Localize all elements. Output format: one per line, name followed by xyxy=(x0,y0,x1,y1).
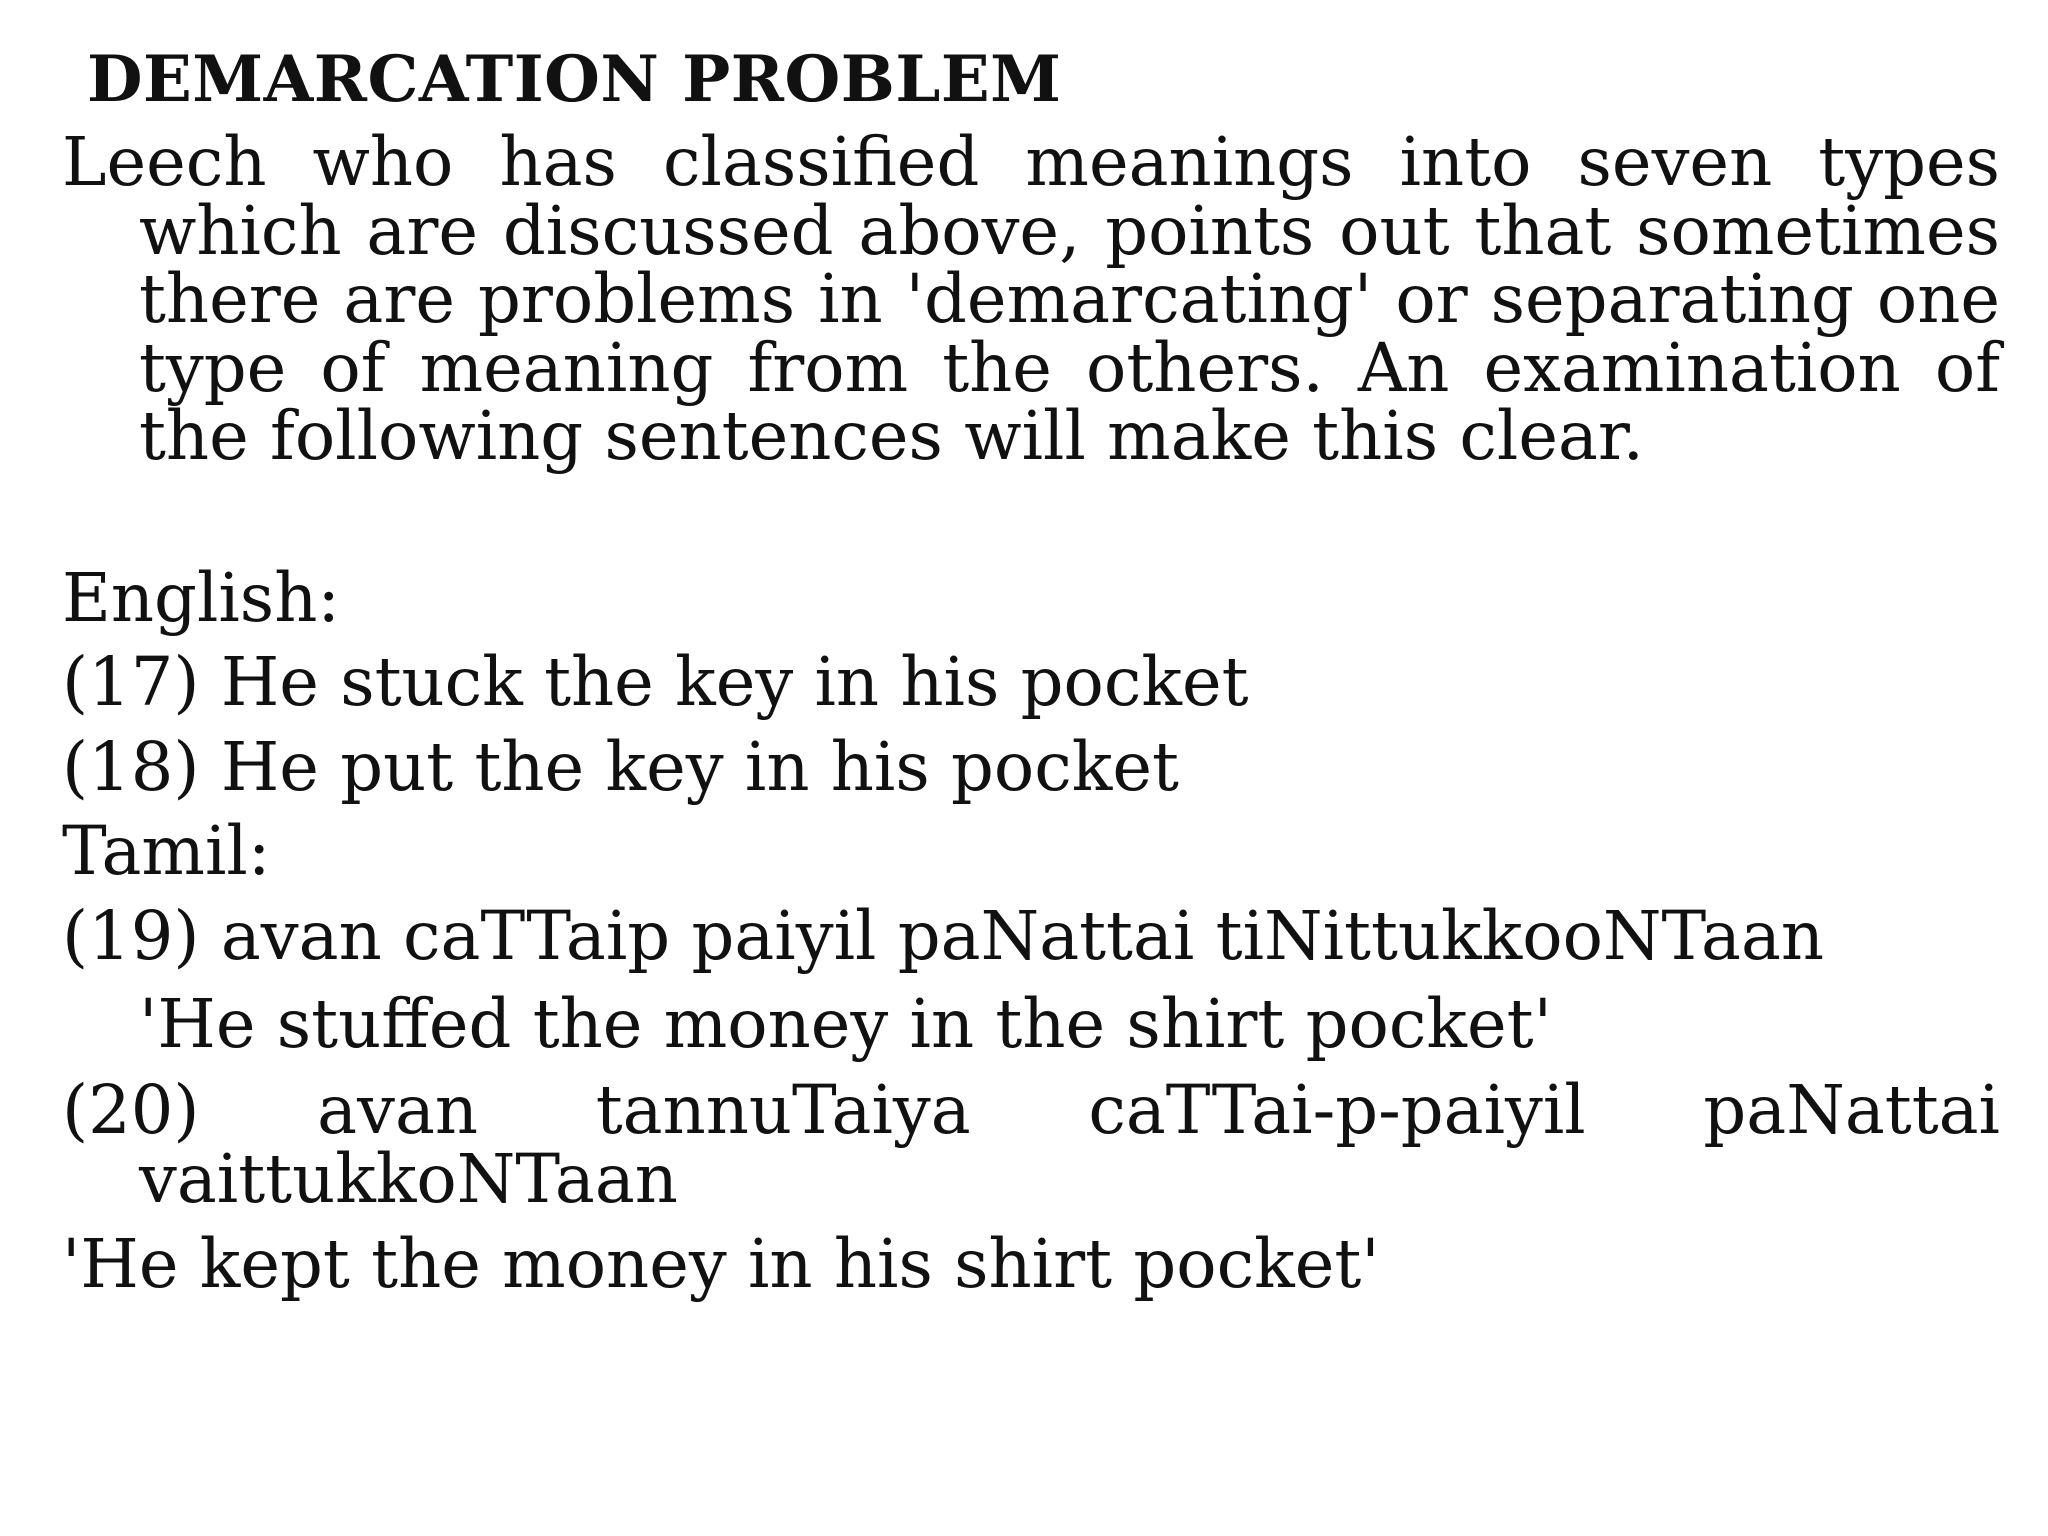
example-19: (19) avan caTTaip paiyil paNattai tiNittukkooNTaan xyxy=(62,897,1825,975)
slide-title: DEMARCATION PROBLEM xyxy=(87,42,1062,117)
example-20: (20) avan tannuTaiya caTTai-p-paiyil paNattai vaittukkoNTaan xyxy=(62,1071,2000,1218)
example-20-gloss: 'He kept the money in his shirt pocket' xyxy=(62,1225,1380,1303)
example-18: (18) He put the key in his pocket xyxy=(62,728,1179,806)
example-17: (17) He stuck the key in his pocket xyxy=(62,643,1249,721)
tamil-label: Tamil: xyxy=(62,812,271,890)
english-label: English: xyxy=(62,559,340,637)
example-19-gloss: 'He stuffed the money in the shirt pocket' xyxy=(139,985,1552,1063)
intro-paragraph: Leech who has classified meanings into seven types which are discussed above, points out that sometimes there are problems in 'demarcating' or separating one type of meaning from the others. An examination of the following sentences will make this clear. xyxy=(62,123,2000,475)
